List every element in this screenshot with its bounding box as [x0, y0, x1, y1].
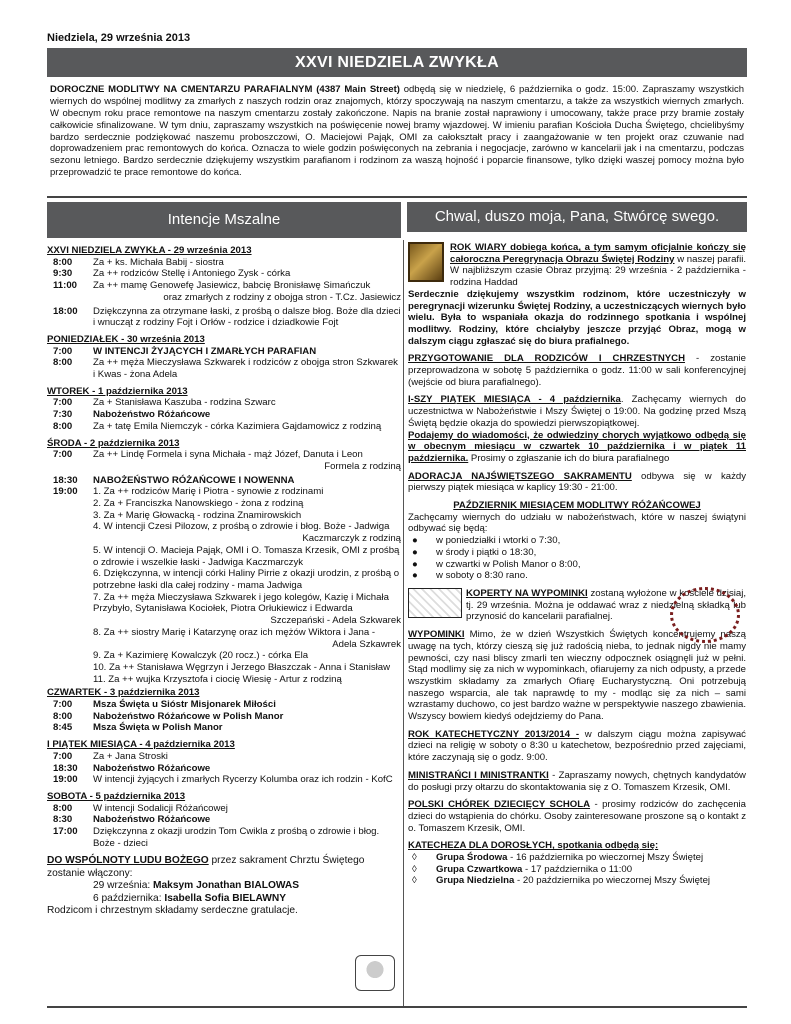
- intention-row: [47, 280, 401, 292]
- time: 9:30: [53, 268, 73, 280]
- intention-row: [47, 711, 401, 723]
- year-of-faith: [408, 242, 746, 347]
- intention: Za + Stanisława Kaszuba - rodzina Szwarc: [93, 397, 276, 409]
- parents-preparation: [408, 353, 746, 388]
- time: 7:00: [53, 699, 73, 711]
- time: 7:00: [53, 345, 73, 357]
- section-lead: I-SZY PIĄTEK MIESIĄCA - 4 października: [408, 394, 621, 406]
- intention: Za ++ Lindę Formela i syna Michała - mąż Józef, Danuta i Leon: [93, 449, 363, 461]
- time: 8:00: [53, 802, 73, 814]
- intention: Za ++ męża Mieczysława Szkwarek i rodziców z obojga stron Szkwarek i Kwas - żona Adela: [93, 357, 398, 381]
- baptism-entry: [47, 880, 401, 892]
- baptism-congratulations: Rodzicom i chrzestnym składamy serdeczne gratulacje.: [47, 905, 298, 917]
- section-lead: Podajemy do wiadomości, że odwiedziny chorych wyjątkowo odbędą się w obecnym miesiącu w czwartek 10 października i w piątek 11 października.: [408, 429, 746, 464]
- intention-row: [47, 421, 401, 433]
- psalm-heading: Chwal, duszo moja, Pana, Stwórcę swego.: [407, 202, 747, 232]
- intention-row: [47, 774, 401, 786]
- mass-intentions-column: [47, 243, 401, 918]
- novena-item: 7. Za ++ męża Mieczysława Szkwarek i jego kolegów, Kazię i Michała Przybyło, Sytanisława Kociołek, Piotra Orłukiewicz i Edwarda: [93, 591, 389, 615]
- time: 17:00: [53, 826, 78, 838]
- intention: Za ++ mamę Genowefę Jasiewicz, babcię Bronisławę Simańczuk: [93, 280, 371, 292]
- intention: Za + tatę Emila Niemczyk - córka Kazimiera Gajdamowicz z rodziną: [93, 420, 382, 432]
- baptism-date: 6 października:: [93, 892, 165, 904]
- time: 8:30: [53, 814, 73, 826]
- rosary-item-text: w soboty o 8:30 rano.: [436, 570, 528, 582]
- intention-continuation: Kaczmarczyk z rodziną: [302, 533, 401, 545]
- rosary-item: [408, 535, 746, 547]
- intention-row: [47, 814, 401, 826]
- intention: Za + Jana Stroski: [93, 750, 168, 762]
- intention: Nabożeństwo Różańcowe w Polish Manor: [93, 710, 284, 722]
- group-time: - 16 października po wieczornej Mszy Świętej: [507, 852, 704, 864]
- time: 8:00: [53, 357, 73, 369]
- cemetery-announcement: [50, 84, 744, 179]
- time: 8:00: [53, 710, 73, 722]
- intention: Nabożeństwo Różańcowe: [93, 409, 211, 421]
- sick-visits: [408, 430, 746, 465]
- section-lead: WYPOMINKI: [408, 629, 465, 641]
- time: 19:00: [53, 774, 78, 786]
- holy-family-icon: [408, 242, 444, 282]
- novena-item: 8. Za ++ siostry Marię i Katarzynę oraz ich mężów Wiktora i Jana -: [93, 626, 376, 638]
- day-heading: PONIEDZIAŁEK - 30 września 2013: [47, 333, 205, 345]
- year-of-faith-thanks: Serdecznie dziękujemy wszystkim rodzinom, które uczestniczyły w peregrynacji wizerunku Świętej Rodziny, a uczestniczących wiernych było wielu. Była to wspaniała okazja do rodzinnego spotkania i wspólnej modlitwy. Rodziny, które chciałyby jeszcze przyjąć Obraz, mogą w dalszym ciągu zgłaszać się do biura prafialnego.: [408, 288, 746, 347]
- catechesis-group: [408, 864, 746, 876]
- diamond-icon: ◊: [412, 863, 417, 875]
- intention-continuation: Formela z rodziną: [324, 460, 401, 472]
- intention-row: [47, 803, 401, 815]
- intention: W intencji żyjących i zmarłych Rycerzy Kolumba oraz ich rodzin - KofC: [93, 774, 393, 786]
- footer-divider: [47, 1006, 747, 1008]
- section-text: Prosimy o zgłaszanie ich do biura parafialnego: [468, 452, 670, 464]
- baptism-entry: [47, 893, 401, 905]
- intention: Nabożeństwo Różańcowe: [93, 814, 211, 826]
- intention-row: [47, 826, 401, 849]
- first-friday: [408, 394, 746, 429]
- novena-item: 5. W intencji O. Macieja Pająk, OMI i O. Tomasza Krzesik, OMI z prośbą o zdrowie i wszelkie łaski - Jadwiga Kaczmarczyk: [93, 544, 400, 568]
- bullet-icon: ●: [412, 546, 418, 558]
- intention-row: [47, 751, 401, 763]
- intention: Msza Święta w Polish Manor: [93, 722, 223, 734]
- time: 7:30: [53, 409, 73, 421]
- baptism-date: 29 września:: [93, 880, 154, 892]
- time: 7:00: [53, 397, 73, 409]
- intention-row: [47, 763, 401, 775]
- baptism-name: Maksym Jonathan BIALOWAS: [153, 880, 300, 892]
- baptism-announcement: [47, 855, 401, 880]
- catechesis-group: [408, 875, 746, 887]
- day-heading: SOBOTA - 5 października 2013: [47, 790, 186, 802]
- section-lead: KOPERTY NA WYPOMINKI: [466, 587, 588, 599]
- intention: Dziękczynna za otrzymane łaski, z prośbą o dalsze błog. Boże dla dzieci i wnucząt z rodziny Fojt i Orłów - rodzice i dziadkowie Fojt: [93, 305, 401, 329]
- bullet-icon: ●: [412, 535, 418, 547]
- day-heading: I PIĄTEK MIESIĄCA - 4 października 2013: [47, 739, 235, 751]
- bullet-icon: ●: [412, 558, 418, 570]
- group-name: Grupa Czwartkowa: [436, 863, 523, 875]
- baptism-heading: DO WSPÓLNOTY LUDU BOŻEGO: [47, 855, 209, 867]
- rosary-item-text: w środy i piątki o 18:30,: [436, 546, 537, 558]
- intention-row: [47, 346, 401, 358]
- intention: W INTENCJI ŻYJĄCYCH I ZMARŁYCH PARAFIAN: [93, 345, 317, 357]
- time: 8:00: [53, 420, 73, 432]
- rosary-text: Zachęcamy wiernych do udziału w nabożeństwach, które w naszej świątyni odbywać się będą:: [408, 511, 746, 535]
- rosary-heading: PAŹDZIERNIK MIESIĄCEM MODLITWY RÓŻAŃCOWEJ: [453, 500, 701, 512]
- time: 11:00: [53, 280, 78, 292]
- group-time: - 20 października po wieczornej Mszy Świętej: [514, 875, 711, 887]
- intention: Msza Święta u Sióstr Misjonarek Miłości: [93, 699, 276, 711]
- announcement-text: odbędą się w niedzielę, 6 października o godz. 15:00. Zapraszamy wszystkich wiernych do wspólnej modlitwy za zmarłych z naszych rodzin oraz znajomych, którzy spoczywają na naszym cmentarzu, a także za wszystkich wiernych zmarłych. W obecnym roku prace remontowe na naszym cmentarzu zostały zakończone. Napis na branie został naprawiony i umocowany, także prace przy bramie zostały całkowicie sfinalizowane. W tym dniu, zapraszamy wszystkich na poświęcenie nowej bramy wjazdowej. W imieniu parafian Kościoła Ducha Świętego, chcielibyśmy bardzo serdecznie podziękować naszemu proboszczowi, O. Maciejowi Pająk, OMI za całokształt pracy i zaangażowanie w ten projekt oraz czuwanie nad doprowadzeniem prac remontowych do końca. Oznacza to wiele godzin poświęconych na zebrania i negocjacje, zarówno w kancelarii jak i na cmentarzu, podczas sezonu letniego. Bardzo serdecznie dziękujemy wszystkim parafianom i rodzinom za waszą hojność i poparcie finansowe, tylko dzięki waszej pomocy można było przeprowadzić te prace remontowe do końca.: [50, 84, 744, 179]
- altar-servers: [408, 770, 746, 793]
- intention-row: [47, 409, 401, 421]
- section-text: - prosimy rodziców do zachęcenia dzieci do wstąpienia do chórku. Osoby zainteresowane proszone są o kontakt z o. Tomaszem Krzesik, OMI.: [408, 799, 746, 834]
- rosary-icon: [670, 587, 740, 643]
- rosary-item: [408, 559, 746, 571]
- novena-item: 3. Za + Marię Głowacką - rodzina Znamirowskich: [93, 509, 302, 521]
- rosary-item: [408, 547, 746, 559]
- mass-intentions-heading: Intencje Mszalne: [47, 202, 401, 238]
- novena-item: 6. Dziękczynna, w intencji córki Haliny Pirrie z okazji urodzin, z prośbą o potrzebne łaski dla całej rodziny - mama Jadwiga: [93, 568, 400, 591]
- rosary-item: [408, 570, 746, 582]
- day-heading: ŚRODA - 2 października 2013: [47, 437, 180, 449]
- section-lead: ROK KATECHETYCZNY 2013/2014 -: [408, 728, 580, 740]
- intention: Za + ks. Michała Babij - siostra: [93, 256, 224, 268]
- intention-row: [47, 397, 401, 409]
- section-text: zostaną wyłożone w kościele dzisiaj, tj. 29 września. Można je oddawać wraz z niedzielną składką lub przynosić do kancelarii parafialnej.: [466, 587, 747, 623]
- intention: NABOŻEŃSTWO RÓŻAŃCOWE I NOWENNA: [93, 474, 295, 486]
- section-text: odbywa się w każdy pierwszy piątek miesiąca w kaplicy 19:30 - 21:00.: [408, 470, 747, 494]
- baptism-icon: [355, 955, 395, 991]
- section-lead: ADORACJA NAJŚWIĘTSZEGO SAKRAMENTU: [408, 470, 632, 482]
- novena-item: 2. Za + Franciszka Nanowskiego - żona z rodziną: [93, 498, 304, 510]
- intention-continuation: oraz zmarłych z rodziny z obojga stron - T.Cz. Jasiewicz: [163, 291, 401, 303]
- group-time: - 17 października o 11:00: [522, 863, 633, 875]
- group-name: Grupa Środowa: [436, 852, 508, 864]
- intention-row: [47, 268, 401, 280]
- diamond-icon: ◊: [412, 852, 417, 864]
- intention-row: [47, 722, 401, 734]
- intention: Dziękczynna z okazji urodzin Tom Cwikla z prośbą o zdrowie i błog. Boże - dzieci: [93, 826, 380, 849]
- section-text: - Zapraszamy nowych, chętnych kandydatów do posługi przy ołtarzu do skontaktowania się z O. Tomaszem Krzesik, OMI.: [408, 769, 746, 793]
- day-heading: XXVI NIEDZIELA ZWYKŁA - 29 września 2013: [47, 245, 252, 256]
- time: 8:00: [53, 256, 73, 268]
- column-divider: [403, 240, 404, 1006]
- novena-item: 11. Za ++ wujka Krzysztofa i ciocię Wiesię - Artur z rodziną: [93, 673, 342, 685]
- section-text: - zostanie przeprowadzona w sobotę 5 października o godz. 11:00 w sali konferencyjnej (wejście od biura parafialnego).: [408, 353, 746, 388]
- envelope-icon: [408, 588, 462, 618]
- remembrances: [408, 629, 746, 723]
- time: 7:00: [53, 750, 73, 762]
- intention: W intencji Sodalicji Różańcowej: [93, 802, 228, 814]
- time: 18:30: [53, 762, 78, 774]
- adoration: [408, 471, 746, 494]
- diamond-icon: ◊: [412, 875, 417, 887]
- time: 18:30: [53, 474, 78, 486]
- announcement-lead: DOROCZNE MODLITWY NA CMENTARZU PARAFIALNYM (4387 Main Street): [50, 84, 400, 95]
- group-name: Grupa Niedzielna: [436, 875, 515, 887]
- intention: Nabożeństwo Różańcowe: [93, 762, 211, 774]
- bullet-icon: ●: [412, 570, 418, 582]
- children-choir: [408, 799, 746, 834]
- year-of-faith-lead: ROK WIARY dobiega końca, a tym samym oficjalnie kończy się całoroczna Peregrynacja Obrazu Świętej Rodziny: [450, 242, 746, 265]
- intention-row: [47, 475, 401, 487]
- baptism-name: Isabella Sofia BIELAWNY: [164, 892, 287, 904]
- intention-continuation: Szczepański - Adela Szkwarek: [270, 615, 401, 627]
- time: 7:00: [53, 449, 73, 461]
- baptism-text: przez sakrament Chrztu Świętego zostanie włączony:: [47, 855, 365, 879]
- section-lead: MINISTRAŃCI I MINISTRANTKI: [408, 769, 549, 781]
- intention: Za ++ rodziców Stellę i Antoniego Zysk - córka: [93, 268, 291, 280]
- intention-continuation: Adela Szkawrek: [332, 638, 401, 650]
- adult-catechesis-heading: KATECHEZA DLA DOROSŁYCH, spotkania odbędą się:: [408, 840, 659, 852]
- year-of-faith-text: w naszej parafii. W najbliższym czasie Obraz przyjmą: 29 września - 2 października - rodzina Haddad: [450, 253, 747, 289]
- novena-item: 4. W intencji Czesi Pilozow, z prośbą o zdrowie i błog. Boże - Jadwiga: [93, 521, 390, 533]
- novena-item: 9. Za + Kazimierę Kowalczyk (20 rocz.) - córka Ela: [93, 650, 309, 662]
- rosary-item-text: w czwartki w Polish Manor o 8:00,: [436, 558, 581, 570]
- catechetical-year: [408, 729, 746, 764]
- rosary-item-text: w poniedziałki i wtorki o 7:30,: [436, 535, 561, 547]
- section-text: w dalszym ciągu można zapisywać dzieci na religię w soboty o 8:30 u katechetow, bezpośrednio przed zajęciami, które zaczynają się o godz. 9:00.: [408, 728, 746, 764]
- intention-row: [47, 357, 401, 380]
- bulletin-date: Niedziela, 29 września 2013: [47, 32, 191, 44]
- intention-row: [47, 306, 401, 329]
- day-heading: WTOREK - 1 października 2013: [47, 385, 188, 397]
- intention-row: [47, 486, 401, 498]
- time: 8:45: [53, 722, 73, 734]
- day-heading: CZWARTEK - 3 października 2013: [47, 687, 200, 699]
- section-text: Mimo, że w dzień Wszystkich Świętych koncentrujemy naszą uwagę na tych, którzy cieszą się już radością nieba, to jednak nigdy nie mamy pewności, czy nasi bliscy zmarli ten wieczny odpocznek osiągnęli już w pełni. Stąd modlimy się za nich w wypominkach, ofiarujemy za nich odpusty, a przede wszystkim składamy za zmarłych Ofiarę Eucharystyczną. Oni potrzebują naszego wsparcia, ale tak naprawdę to my - modląc się za nich – sami wzrastamy duchowo, co jest bardzo ważne w perspektywie naszego zbawienia. Wszyscy bowiem kiedyś odejdziemy do Pana.: [408, 629, 746, 723]
- time: 19:00: [53, 486, 78, 498]
- intention-row: [47, 699, 401, 711]
- divider: [47, 196, 747, 198]
- section-lead: PRZYGOTOWANIE DLA RODZICÓW I CHRZESTNYCH: [408, 353, 686, 365]
- announcements-column: [408, 242, 746, 887]
- page-title: XXVI NIEDZIELA ZWYKŁA: [47, 48, 747, 77]
- intention-row: [47, 257, 401, 269]
- catechesis-group: [408, 852, 746, 864]
- intention: 1. Za ++ rodziców Marię i Piotra - synowie z rodzinami: [93, 486, 324, 498]
- time: 18:00: [53, 305, 78, 317]
- section-text: . Zachęcamy wiernych do uczestnictwa w Nabożeństwie i Mszy Świętej o 19:00. Na godzinę przed Mszą Świętą będzie okazja do spowiedzi pierwszopiątkowej.: [408, 394, 746, 429]
- section-lead: POLSKI CHÓREK DZIECIĘCY SCHOLA: [408, 799, 591, 811]
- intention-row: [47, 449, 401, 461]
- novena-item: 10. Za ++ Stanisława Węgrzyn i Jerzego Błaszczak - Anna i Stanisław: [93, 661, 391, 673]
